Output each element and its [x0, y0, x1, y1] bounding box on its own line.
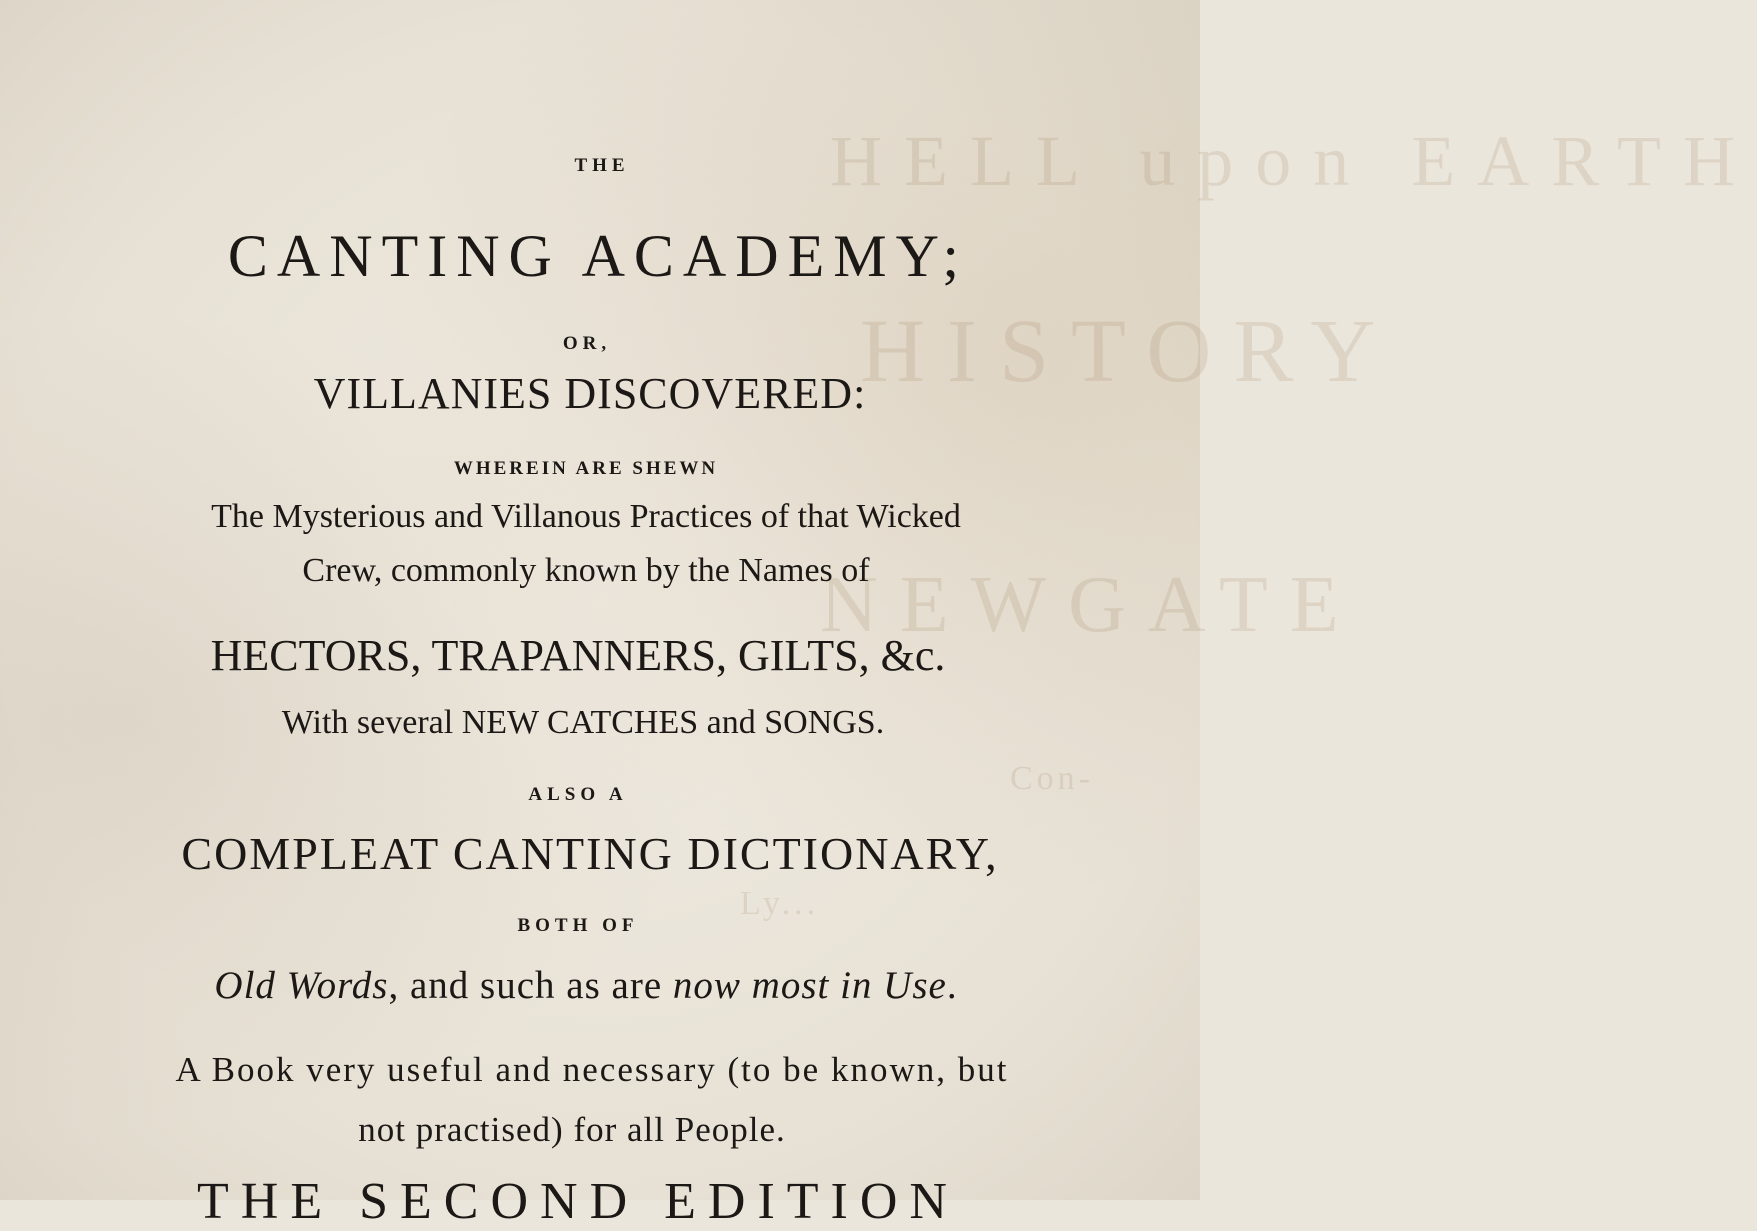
- words-middle: , and such as are: [388, 964, 673, 1007]
- words-end: .: [946, 964, 958, 1007]
- show-through-text: Ly...: [740, 885, 820, 922]
- book-line: not practised) for all People.: [358, 1110, 786, 1149]
- names-line: HECTORS, TRAPANNERS, GILTS, &c.: [210, 631, 946, 680]
- now-most-italic: now most: [672, 964, 830, 1007]
- show-through-text: NEWGATE: [820, 561, 1361, 649]
- catches-emphasis: NEW CATCHES: [461, 704, 699, 741]
- catches-middle: and: [698, 704, 765, 741]
- edition-line: THE SECOND EDITION: [197, 1173, 959, 1230]
- catches-line: [0, 704, 1183, 742]
- page-subtitle: VILLANIES DISCOVERED:: [313, 369, 867, 418]
- page-title: CANTING ACADEMY;: [227, 223, 969, 289]
- also-heading: ALSO A: [528, 784, 628, 805]
- title-conjunction: OR,: [562, 333, 612, 354]
- description-line: The Mysterious and Villanous Practices of that Wicked: [211, 498, 961, 535]
- show-through-text: HELL upon EARTH: [830, 121, 1757, 201]
- book-line: A Book very useful and necessary (to be known, but: [175, 1050, 1009, 1089]
- show-through-text: HISTORY: [860, 302, 1398, 401]
- title-article: THE: [574, 155, 630, 176]
- catches-suffix: SONGS.: [764, 704, 885, 741]
- show-through-text: Con-: [1010, 760, 1094, 797]
- in-use-italic: in Use: [840, 964, 947, 1007]
- old-words-italic: Old Words: [214, 964, 389, 1007]
- both-heading: BOTH OF: [517, 915, 639, 936]
- words-line: [0, 963, 1186, 1008]
- dictionary-title: COMPLEAT CANTING DICTIONARY,: [181, 828, 999, 879]
- description-line: Crew, commonly known by the Names of: [302, 552, 870, 589]
- words-space: [829, 964, 840, 1007]
- wherein-heading: WHEREIN ARE SHEWN: [453, 458, 719, 479]
- catches-prefix: With several: [281, 704, 462, 741]
